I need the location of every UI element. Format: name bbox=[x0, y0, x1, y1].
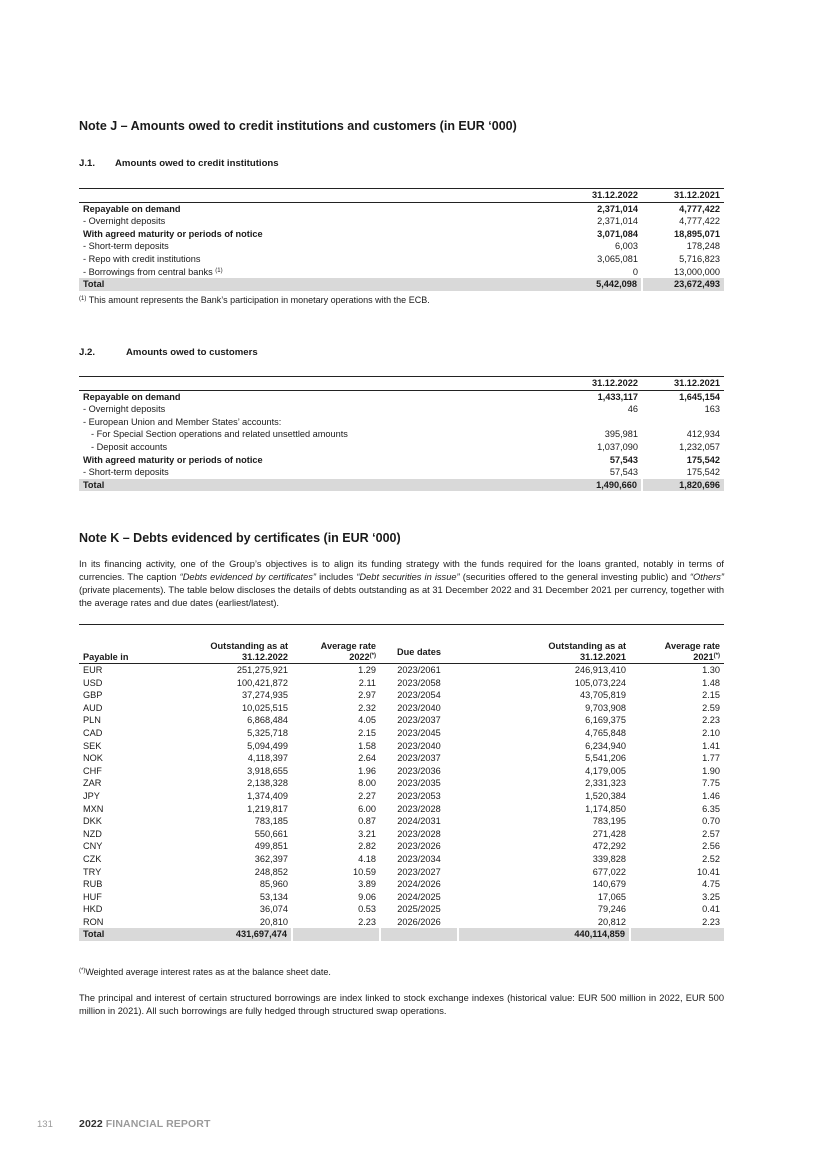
report-name: FINANCIAL REPORT bbox=[105, 1118, 211, 1130]
k-total-label: Total bbox=[79, 928, 179, 941]
k-cell-rate21: 1.41 bbox=[702, 740, 720, 751]
k-cell-rate22: 0.87 bbox=[358, 816, 376, 827]
k-cell-out22: 1,374,409 bbox=[247, 790, 288, 801]
k-total-out22: 431,697,474 bbox=[179, 928, 292, 941]
k-col-rate21: Average rate 2021(*) bbox=[630, 641, 724, 664]
k-cell-due: 2023/2036 bbox=[397, 765, 441, 776]
k-row bbox=[79, 752, 724, 765]
k-cell-rate21: 7.75 bbox=[702, 778, 720, 789]
k-cell-currency: USD bbox=[83, 677, 103, 688]
k-cell-rate21: 0.70 bbox=[702, 816, 720, 827]
j2-row-2021 bbox=[642, 416, 724, 429]
page-number: 131 bbox=[37, 1119, 53, 1130]
report-year: 2022 bbox=[79, 1118, 103, 1130]
k-cell-currency: PLN bbox=[83, 715, 101, 726]
j2-title: Amounts owed to customers bbox=[126, 347, 258, 358]
j1-row bbox=[79, 228, 724, 241]
j1-row-label-text: - Repo with credit institutions bbox=[83, 253, 201, 264]
k-cell-rate22: 2.32 bbox=[358, 702, 376, 713]
k-cell-rate22: 1.29 bbox=[358, 665, 376, 675]
j2-row-2022: 1,037,090 bbox=[597, 441, 638, 452]
k-cell-out22: 783,185 bbox=[254, 816, 288, 827]
k-cell-currency: RON bbox=[83, 916, 104, 927]
k-cell-rate22: 2.27 bbox=[358, 790, 376, 801]
j2-row-2021: 175,542 bbox=[686, 467, 720, 478]
j2-row-2021: 163 bbox=[704, 404, 720, 415]
k-row bbox=[79, 866, 724, 879]
k-cell-out22: 100,421,872 bbox=[236, 677, 288, 688]
k-cell-out21: 43,705,819 bbox=[580, 690, 626, 701]
k-cell-due: 2025/2025 bbox=[397, 904, 441, 915]
k-cell-currency: NOK bbox=[83, 753, 103, 764]
note-j-title: Note J – Amounts owed to credit institutions and customers (in EUR ‘000) bbox=[79, 119, 517, 133]
j2-row bbox=[79, 416, 724, 429]
report-title bbox=[79, 1118, 210, 1130]
k-cell-rate22: 9.06 bbox=[358, 891, 376, 902]
k-cell-out21: 4,765,848 bbox=[585, 727, 626, 738]
k-cell-out21: 1,174,850 bbox=[585, 803, 626, 814]
k-row bbox=[79, 803, 724, 816]
j1-row-label bbox=[79, 202, 559, 215]
j1-row-2021: 178,248 bbox=[686, 241, 720, 252]
k-row bbox=[79, 916, 724, 929]
k-cell-currency: CHF bbox=[83, 765, 102, 776]
k-row bbox=[79, 828, 724, 841]
k-cell-out21: 246,913,410 bbox=[574, 665, 626, 675]
k-col-rate22: Average rate 2022(*) bbox=[292, 641, 380, 664]
k-cell-due: 2023/2034 bbox=[397, 853, 441, 864]
k-footnote bbox=[79, 967, 331, 977]
k-total-row bbox=[79, 928, 724, 941]
j2-row-label bbox=[79, 466, 559, 479]
k-cell-currency: HKD bbox=[83, 904, 103, 915]
k-cell-out21: 1,520,384 bbox=[585, 790, 626, 801]
j2-row-2022 bbox=[559, 416, 642, 429]
k-row bbox=[79, 878, 724, 891]
k-cell-out22: 550,661 bbox=[254, 828, 288, 839]
k-cell-out22: 5,094,499 bbox=[247, 740, 288, 751]
k-row bbox=[79, 740, 724, 753]
intro-quoted-term: “Debt securities in issue” bbox=[356, 572, 460, 582]
j1-row-2021: 13,000,000 bbox=[674, 266, 720, 277]
intro-quoted-term: “Debts evidenced by certificates” bbox=[179, 572, 316, 582]
k-cell-out22: 248,852 bbox=[254, 866, 288, 877]
j2-row bbox=[79, 403, 724, 416]
k-cell-rate22: 1.58 bbox=[358, 740, 376, 751]
j1-row bbox=[79, 202, 724, 215]
k-cell-out22: 2,138,328 bbox=[247, 778, 288, 789]
k-cell-rate21: 2.23 bbox=[702, 916, 720, 927]
k-cell-due: 2023/2040 bbox=[397, 740, 441, 751]
k-cell-rate21: 10.41 bbox=[697, 866, 720, 877]
k-cell-out21: 271,428 bbox=[592, 828, 626, 839]
k-cell-out21: 5,541,206 bbox=[585, 753, 626, 764]
k-closing-paragraph: The principal and interest of certain structured borrowings are index linked to stock exchange indexes (historical value: EUR 500 million in 2022, EUR 500 million in 2021). All such borrowings are fully hedged through structured swap operations. bbox=[79, 993, 724, 1016]
k-cell-due: 2024/2031 bbox=[397, 816, 441, 827]
j1-row-2021: 4,777,422 bbox=[679, 216, 720, 227]
k-cell-due: 2024/2026 bbox=[397, 879, 441, 890]
k-cell-out21: 20,812 bbox=[597, 916, 626, 927]
k-cell-out22: 6,868,484 bbox=[247, 715, 288, 726]
j2-row-label-text: With agreed maturity or periods of notice bbox=[83, 454, 263, 465]
k-cell-out22: 4,118,397 bbox=[247, 753, 288, 764]
k-cell-out21: 4,179,005 bbox=[585, 765, 626, 776]
k-cell-out21: 472,292 bbox=[592, 841, 626, 852]
intro-text: includes bbox=[316, 572, 357, 582]
k-cell-currency: ZAR bbox=[83, 778, 102, 789]
j1-col-2021: 31.12.2021 bbox=[642, 189, 724, 203]
k-cell-due: 2023/2027 bbox=[397, 866, 441, 877]
j2-row-label bbox=[79, 441, 559, 454]
j2-row-label bbox=[79, 454, 559, 467]
k-cell-out21: 677,022 bbox=[592, 866, 626, 877]
k-cell-out22: 53,134 bbox=[259, 891, 288, 902]
k-footnote-mark: (*) bbox=[79, 968, 86, 974]
k-row bbox=[79, 891, 724, 904]
j1-row-label bbox=[79, 240, 559, 253]
k-cell-due: 2023/2037 bbox=[397, 715, 441, 726]
j1-table bbox=[79, 188, 724, 291]
k-cell-out21: 6,169,375 bbox=[585, 715, 626, 726]
k-cell-due: 2024/2025 bbox=[397, 891, 441, 902]
j2-header-row bbox=[79, 377, 724, 391]
j1-row-2022: 3,071,084 bbox=[597, 228, 638, 239]
j2-row bbox=[79, 390, 724, 403]
j2-row-2022: 46 bbox=[627, 404, 638, 415]
k-row bbox=[79, 840, 724, 853]
k-cell-due: 2023/2028 bbox=[397, 803, 441, 814]
k-cell-out22: 20,810 bbox=[259, 916, 288, 927]
k-row bbox=[79, 765, 724, 778]
j2-row-label-text: - Short-term deposits bbox=[83, 467, 169, 478]
j1-footnote-text: This amount represents the Bank’s participation in monetary operations with the ECB. bbox=[88, 295, 430, 305]
j1-row bbox=[79, 240, 724, 253]
j1-row-label bbox=[79, 253, 559, 266]
k-col-payable: Payable in bbox=[79, 641, 179, 664]
j2-row bbox=[79, 454, 724, 467]
k-cell-rate21: 2.10 bbox=[702, 727, 720, 738]
k-cell-currency: AUD bbox=[83, 702, 103, 713]
k-cell-due: 2023/2040 bbox=[397, 702, 441, 713]
j2-row-2021: 175,542 bbox=[686, 454, 720, 465]
k-cell-rate22: 6.00 bbox=[358, 803, 376, 814]
k-row bbox=[79, 815, 724, 828]
j1-row bbox=[79, 215, 724, 228]
k-header-row bbox=[79, 641, 724, 664]
j2-row-label-text: - Deposit accounts bbox=[91, 441, 168, 452]
k-cell-due: 2023/2058 bbox=[397, 677, 441, 688]
k-cell-rate21: 1.48 bbox=[702, 677, 720, 688]
k-cell-currency: EUR bbox=[83, 665, 103, 675]
k-cell-currency: NZD bbox=[83, 828, 102, 839]
j2-total-2021: 1,820,696 bbox=[642, 479, 724, 492]
intro-text: (private placements). The table below discloses the details of debts outstanding as at 31 December 2022 and 31 December 2021 per currency, together with the average rates and due dates (earliest/latest). bbox=[79, 585, 724, 608]
j1-row-2021: 4,777,422 bbox=[679, 203, 720, 214]
j1-total-label: Total bbox=[79, 278, 559, 291]
k-cell-rate22: 3.89 bbox=[358, 879, 376, 890]
k-row bbox=[79, 777, 724, 790]
k-cell-rate21: 1.30 bbox=[702, 665, 720, 675]
k-row bbox=[79, 689, 724, 702]
j1-row-2022: 3,065,081 bbox=[597, 253, 638, 264]
k-cell-out22: 362,397 bbox=[254, 853, 288, 864]
j1-row-label-text: - Short-term deposits bbox=[83, 241, 169, 252]
k-cell-due: 2023/2037 bbox=[397, 753, 441, 764]
k-cell-rate22: 10.59 bbox=[353, 866, 376, 877]
j1-row bbox=[79, 266, 724, 279]
k-cell-currency: CNY bbox=[83, 841, 103, 852]
j2-table bbox=[79, 376, 724, 491]
j1-row-label-text: With agreed maturity or periods of notice bbox=[83, 228, 263, 239]
k-cell-out21: 6,234,940 bbox=[585, 740, 626, 751]
k-cell-due: 2023/2026 bbox=[397, 841, 441, 852]
j1-number: J.1. bbox=[79, 158, 96, 169]
k-cell-due: 2023/2061 bbox=[397, 665, 441, 675]
j2-row-label-text: - European Union and Member States’ accounts: bbox=[83, 416, 282, 427]
k-cell-out22: 10,025,515 bbox=[242, 702, 288, 713]
k-row bbox=[79, 853, 724, 866]
j1-title: Amounts owed to credit institutions bbox=[115, 158, 279, 169]
k-cell-rate22: 0.53 bbox=[358, 904, 376, 915]
j2-row-label bbox=[79, 390, 559, 403]
k-cell-out21: 140,679 bbox=[592, 879, 626, 890]
k-cell-rate22: 1.96 bbox=[358, 765, 376, 776]
j2-row-2022: 1,433,117 bbox=[597, 391, 638, 402]
j1-row-label-text: - Borrowings from central banks bbox=[83, 266, 213, 277]
k-cell-out21: 17,065 bbox=[597, 891, 626, 902]
j1-row-label bbox=[79, 228, 559, 241]
j1-footnote-mark: (1) bbox=[79, 296, 87, 302]
j1-row-label bbox=[79, 266, 559, 279]
k-cell-rate21: 2.56 bbox=[702, 841, 720, 852]
k-cell-out21: 783,195 bbox=[592, 816, 626, 827]
k-cell-currency: RUB bbox=[83, 879, 103, 890]
k-cell-due: 2023/2045 bbox=[397, 727, 441, 738]
k-cell-out21: 105,073,224 bbox=[574, 677, 626, 688]
k-row bbox=[79, 790, 724, 803]
j2-row-2021: 1,645,154 bbox=[679, 391, 720, 402]
k-cell-due: 2023/2054 bbox=[397, 690, 441, 701]
k-cell-currency: SEK bbox=[83, 740, 102, 751]
k-cell-due: 2026/2026 bbox=[397, 916, 441, 927]
j2-row-2021: 1,232,057 bbox=[679, 441, 720, 452]
note-k-title: Note K – Debts evidenced by certificates (in EUR ‘000) bbox=[79, 531, 401, 545]
k-cell-out22: 3,918,655 bbox=[247, 765, 288, 776]
k-row bbox=[79, 714, 724, 727]
j1-row-label-text: Repayable on demand bbox=[83, 203, 181, 214]
k-cell-out21: 2,331,323 bbox=[585, 778, 626, 789]
k-cell-rate21: 6.35 bbox=[702, 803, 720, 814]
j1-row-2021: 5,716,823 bbox=[679, 253, 720, 264]
k-cell-rate21: 2.23 bbox=[702, 715, 720, 726]
k-row bbox=[79, 903, 724, 916]
j2-row-label-text: - Overnight deposits bbox=[83, 404, 166, 415]
k-cell-out22: 1,219,817 bbox=[247, 803, 288, 814]
j1-row-2022: 2,371,014 bbox=[597, 216, 638, 227]
k-cell-out21: 9,703,908 bbox=[585, 702, 626, 713]
k-cell-rate22: 8.00 bbox=[358, 778, 376, 789]
k-cell-out22: 499,851 bbox=[254, 841, 288, 852]
k-footnote-text: Weighted average interest rates as at the balance sheet date. bbox=[85, 967, 331, 977]
k-cell-out21: 79,246 bbox=[597, 904, 626, 915]
j2-row-2021: 412,934 bbox=[686, 429, 720, 440]
k-cell-currency: MXN bbox=[83, 803, 104, 814]
j1-col-2022: 31.12.2022 bbox=[559, 189, 642, 203]
k-cell-rate22: 2.11 bbox=[358, 677, 376, 688]
j1-heading bbox=[79, 158, 279, 169]
k-cell-rate22: 2.15 bbox=[358, 727, 376, 738]
k-cell-currency: GBP bbox=[83, 690, 103, 701]
k-top-rule-row bbox=[79, 625, 724, 642]
k-total-out21: 440,114,859 bbox=[458, 928, 630, 941]
j1-total-row bbox=[79, 278, 724, 291]
k-col-out22: Outstanding as at 31.12.2022 bbox=[179, 641, 292, 664]
j2-row-2022: 57,543 bbox=[609, 454, 638, 465]
k-cell-rate21: 0.41 bbox=[702, 904, 720, 915]
k-cell-out21: 339,828 bbox=[592, 853, 626, 864]
k-cell-rate21: 1.77 bbox=[702, 753, 720, 764]
k-cell-rate21: 4.75 bbox=[702, 879, 720, 890]
j2-row-label-text: Repayable on demand bbox=[83, 391, 181, 402]
j2-total-label: Total bbox=[79, 479, 559, 492]
k-row bbox=[79, 702, 724, 715]
k-cell-rate22: 3.21 bbox=[358, 828, 376, 839]
k-cell-out22: 251,275,921 bbox=[236, 665, 288, 675]
k-cell-rate22: 2.82 bbox=[358, 841, 376, 852]
k-cell-currency: CZK bbox=[83, 853, 102, 864]
j2-col-2021: 31.12.2021 bbox=[642, 377, 724, 391]
j2-row-label-text: - For Special Section operations and related unsettled amounts bbox=[91, 429, 348, 440]
k-cell-rate21: 1.90 bbox=[702, 765, 720, 776]
intro-quoted-term: “Others” bbox=[689, 572, 725, 582]
j2-row-label bbox=[79, 403, 559, 416]
j2-row bbox=[79, 428, 724, 441]
k-row bbox=[79, 664, 724, 677]
intro-text: (securities offered to the general investing public) and bbox=[459, 572, 690, 582]
k-cell-rate22: 4.05 bbox=[358, 715, 376, 726]
k-cell-rate22: 2.64 bbox=[358, 753, 376, 764]
k-col-out21: Outstanding as at 31.12.2021 bbox=[458, 641, 630, 664]
j2-row-label bbox=[79, 428, 559, 441]
j2-row-label bbox=[79, 416, 559, 429]
k-cell-rate21: 2.59 bbox=[702, 702, 720, 713]
k-cell-out22: 36,074 bbox=[259, 904, 288, 915]
k-cell-out22: 37,274,935 bbox=[242, 690, 288, 701]
k-cell-rate21: 2.15 bbox=[702, 690, 720, 701]
j2-row bbox=[79, 441, 724, 454]
k-row bbox=[79, 727, 724, 740]
j2-total-2022: 1,490,660 bbox=[559, 479, 642, 492]
j2-row-2022: 395,981 bbox=[604, 429, 638, 440]
j1-row-2022: 6,003 bbox=[615, 241, 638, 252]
j2-col-2022: 31.12.2022 bbox=[559, 377, 642, 391]
k-cell-rate21: 2.57 bbox=[702, 828, 720, 839]
k-table bbox=[79, 624, 724, 941]
j1-row bbox=[79, 253, 724, 266]
j2-row bbox=[79, 466, 724, 479]
j1-total-2021: 23,672,493 bbox=[642, 278, 724, 291]
j1-row-2021: 18,895,071 bbox=[674, 228, 720, 239]
k-cell-currency: DKK bbox=[83, 816, 102, 827]
j1-row-2022: 2,371,014 bbox=[597, 203, 638, 214]
k-row bbox=[79, 677, 724, 690]
j2-heading bbox=[79, 347, 258, 358]
k-cell-rate21: 1.46 bbox=[702, 790, 720, 801]
j1-row-label-text: - Overnight deposits bbox=[83, 216, 166, 227]
k-cell-out22: 5,325,718 bbox=[247, 727, 288, 738]
j1-row-2022: 0 bbox=[632, 266, 638, 277]
j1-row-footnote-mark: (1) bbox=[215, 267, 223, 274]
k-cell-due: 2023/2053 bbox=[397, 790, 441, 801]
note-k-intro bbox=[79, 558, 724, 610]
intro-text: In its financing activity, one of the Group’s objectives is to align its funding strategy with the funds required for the loans granted, notably in terms of currencies. The caption bbox=[79, 559, 724, 582]
j1-total-2022: 5,442,098 bbox=[559, 278, 642, 291]
k-cell-due: 2023/2035 bbox=[397, 778, 441, 789]
j2-total-row bbox=[79, 479, 724, 492]
j1-footnote bbox=[79, 295, 430, 305]
k-cell-currency: JPY bbox=[83, 790, 100, 801]
k-cell-currency: HUF bbox=[83, 891, 102, 902]
j2-row-2022: 57,543 bbox=[609, 467, 638, 478]
j1-row-label bbox=[79, 215, 559, 228]
j2-number: J.2. bbox=[79, 347, 96, 358]
k-cell-due: 2023/2028 bbox=[397, 828, 441, 839]
j1-header-row bbox=[79, 189, 724, 203]
k-cell-out22: 85,960 bbox=[259, 879, 288, 890]
k-cell-rate22: 2.23 bbox=[358, 916, 376, 927]
k-cell-currency: CAD bbox=[83, 727, 103, 738]
k-cell-rate21: 2.52 bbox=[702, 853, 720, 864]
k-cell-rate21: 3.25 bbox=[702, 891, 720, 902]
k-cell-rate22: 2.97 bbox=[358, 690, 376, 701]
k-cell-currency: TRY bbox=[83, 866, 102, 877]
k-cell-rate22: 4.18 bbox=[358, 853, 376, 864]
k-col-due: Due dates bbox=[380, 641, 458, 664]
